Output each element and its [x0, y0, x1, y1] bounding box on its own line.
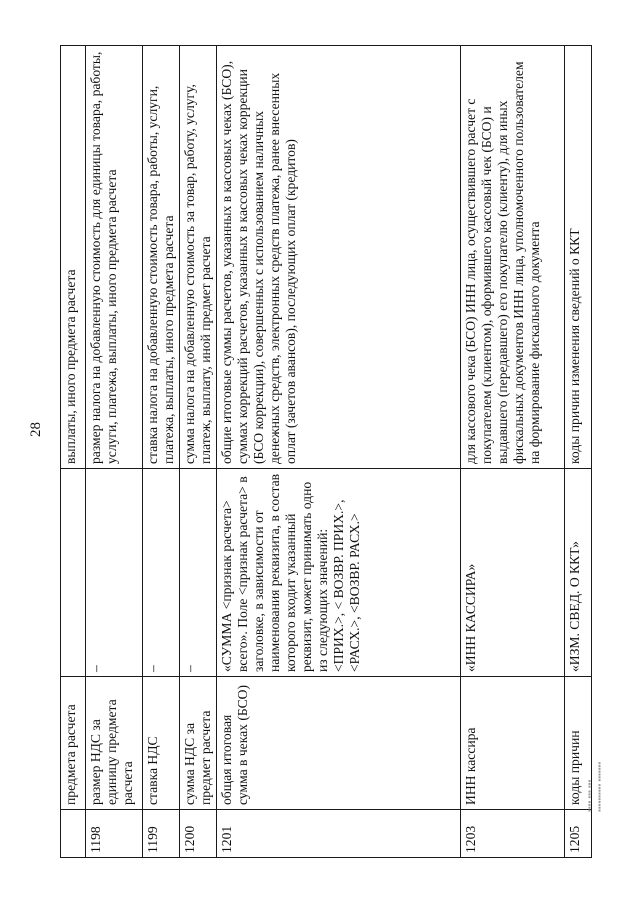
cell-num: 1205: [565, 810, 592, 858]
cell-requisite: «СУММА <признак расчета> всего». Поле <признак расчета> в заголовке, в зависимости от наименования реквизита, в состав которого входит указанный реквизит, может принимать одно из следующих значений: <ПРИХ.>, < ВОЗВР. ПРИХ.>,<РАСХ.>, <ВОЗВР. РАСХ.>: [217, 469, 461, 677]
cell-description: сумма налога на добавленную стоимость за товар, работу, услугу, платеж, выплату, иной предмет расчета: [180, 46, 217, 469]
table-row-continuation: [61, 46, 86, 858]
cell-description: коды причин изменения сведений о ККТ: [565, 46, 592, 469]
page-number: 28: [28, 422, 44, 437]
cell-description: размер налога на добавленную стоимость для единицы товара, работы, услуги, платежа, выплаты, иного предмета расчета: [86, 46, 143, 469]
cell-num: 1203: [461, 810, 565, 858]
cell-description: выплаты, иного предмета расчета: [61, 46, 86, 469]
cell-name: ИНН кассира: [461, 677, 565, 810]
table-row: [86, 46, 143, 858]
cell-requisite: –: [86, 469, 143, 677]
cell-name: предмета расчета: [61, 677, 86, 810]
cell-num: [61, 810, 86, 858]
cell-description: общие итоговые суммы расчетов, указанных в кассовых чеках (БСО), суммах коррекций расчетов, указанных в кассовых чеках коррекции (БСО коррекции), совершенных с использованием наличных денежных средств, электронных средств платежа, ранее внесенных оплат (зачетов авансов), последующих оплат (кредитов): [217, 46, 461, 469]
cell-num: 1201: [217, 810, 461, 858]
cell-description: для кассового чека (БСО) ИНН лица, осуществившего расчет с покупателем (клиентом), оформившего кассовый чек (БСО) и выдавшего (передавшего) его покупателю (клиенту), для иных фискальных документов ИНН лица, уполномоченного пользователем на формирование фискального документа: [461, 46, 565, 469]
cell-name: общая итоговая сумма в чеках (БСО): [217, 677, 461, 810]
cell-requisite: –: [143, 469, 180, 677]
cell-name: размер НДС за единицу предмета расчета: [86, 677, 143, 810]
cell-description: ставка налога на добавленную стоимость товара, работы, услуги, платежа, выплаты, иного предмета расчета: [143, 46, 180, 469]
cell-num: 1199: [143, 810, 180, 858]
cell-requisite: «ИЗМ. СВЕД. О ККТ»: [565, 469, 592, 677]
cell-num: 1198: [86, 810, 143, 858]
cell-requisite: «ИНН КАССИРА»: [461, 469, 565, 677]
cell-requisite: –: [180, 469, 217, 677]
table-row: [217, 46, 461, 858]
rotated-table-wrapper: [60, 46, 590, 858]
table-row: [180, 46, 217, 858]
table-row: [143, 46, 180, 858]
cell-name: коды причин: [565, 677, 592, 810]
cell-requisite: [61, 469, 86, 677]
requisites-table: [60, 45, 592, 858]
scan-stamp: ▪▪▪▪ ▪▪▪ ▪▪▪ ▪▪▪▪▪▪▪▪▪▪ ▪▪▪▪▪▪▪: [585, 761, 604, 812]
table-row: [461, 46, 565, 858]
table-row: [565, 46, 592, 858]
cell-name: сумма НДС за предмет расчета: [180, 677, 217, 810]
cell-name: ставка НДС: [143, 677, 180, 810]
cell-num: 1200: [180, 810, 217, 858]
